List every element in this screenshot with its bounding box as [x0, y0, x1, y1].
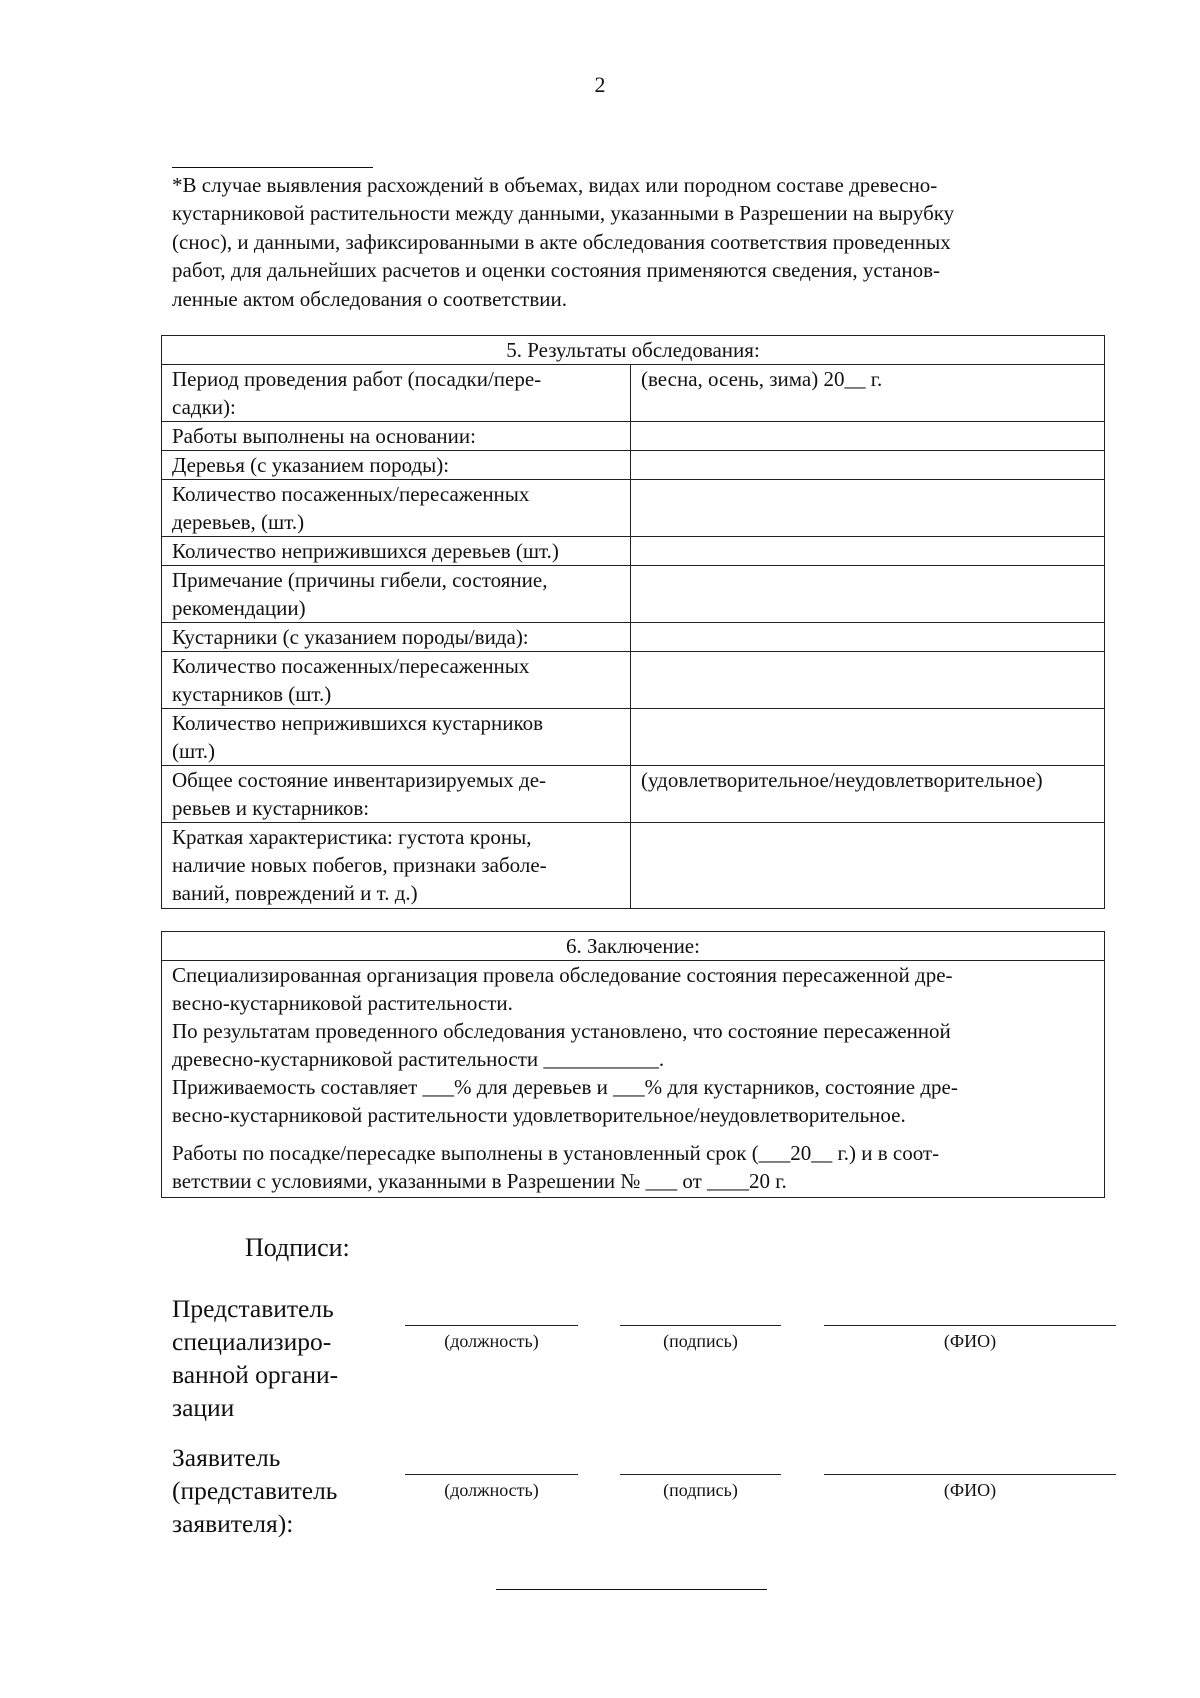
signatory-org-label: Представитель специализиро- ванной органи- зации — [172, 1294, 339, 1422]
full-name-line — [824, 1474, 1116, 1475]
position-caption: (должность) — [444, 1480, 539, 1500]
row-value — [631, 709, 1105, 766]
table-row — [162, 766, 1105, 823]
row-label: Кустарники (с указанием породы/вида): — [162, 623, 631, 652]
row-value: (удовлетворительное/неудовлетворительное) — [631, 766, 1105, 823]
table-row — [162, 623, 1105, 652]
footnote: *В случае выявления расхождений в объемах, видах или породном составе древесно- кустарниковой растительности между данными, указанными в Разрешении на вырубку (снос), и данными, зафиксированными в акте обследования соответствия проведенных работ, для дальнейших расчетов и оценки состояния применяются сведения, установ- ленные актом обследования о соответствии. — [172, 173, 955, 311]
row-label: Количество неприжившихся кустарников (шт.) — [162, 709, 631, 766]
table-row — [162, 566, 1105, 623]
signature-line — [620, 1325, 781, 1326]
row-value — [631, 623, 1105, 652]
row-label: Количество неприжившихся деревьев (шт.) — [162, 537, 631, 566]
signature-caption: (подпись) — [663, 1331, 738, 1351]
row-label: Период проведения работ (посадки/пере- садки): — [162, 365, 631, 422]
conclusion-text: Специализированная организация провела обследование состояния пересаженной дре- весно-кустарниковой растительности. По результатам проведенного обследования установлено, что состояние пересаженной древесно-кустарниковой растительности ___________. Приживаемость составляет ___% для деревьев и ___% для кустарников, состояние дре- весно-кустарниковой растительности удовлетворительное/неудовлетворительное. — [172, 963, 958, 1127]
table-row — [162, 537, 1105, 566]
footnote-separator — [172, 167, 373, 168]
row-label: Примечание (причины гибели, состояние, рекомендации) — [162, 566, 631, 623]
row-value: (весна, осень, зима) 20__ г. — [631, 365, 1105, 422]
table-row — [162, 365, 1105, 422]
row-label: Количество посаженных/пересаженных кустарников (шт.) — [162, 652, 631, 709]
row-value — [631, 451, 1105, 480]
conclusion-deadline-text: Работы по посадке/пересадке выполнены в установленный срок (___20__ г.) и в соот- ветствии с условиями, указанными в Разрешении № ___ от ____20 г. — [172, 1141, 940, 1193]
signature-caption: (подпись) — [663, 1480, 738, 1500]
results-table — [161, 335, 1105, 909]
conclusion-title: 6. Заключение: — [162, 932, 1105, 961]
position-line — [405, 1474, 578, 1475]
position-line — [405, 1325, 578, 1326]
table-row — [162, 451, 1105, 480]
position-caption: (должность) — [444, 1331, 539, 1351]
results-title: 5. Результаты обследования: — [162, 336, 1105, 365]
table-row — [162, 652, 1105, 709]
full-name-caption: (ФИО) — [943, 1480, 997, 1500]
row-value — [631, 566, 1105, 623]
table-row — [162, 823, 1105, 909]
row-value — [631, 823, 1105, 909]
signatory-applicant-label: Заявитель (представитель заявителя): — [172, 1443, 338, 1538]
row-label: Общее состояние инвентаризируемых де- ревьев и кустарников: — [162, 766, 631, 823]
signature-line — [620, 1474, 781, 1475]
table-row — [162, 709, 1105, 766]
full-name-caption: (ФИО) — [943, 1331, 997, 1351]
row-value — [631, 480, 1105, 537]
table-row — [162, 480, 1105, 537]
row-label: Работы выполнены на основании: — [162, 422, 631, 451]
end-separator — [496, 1589, 767, 1590]
row-label: Краткая характеристика: густота кроны, наличие новых побегов, признаки заболе- ваний, повреждений и т. д.) — [162, 823, 631, 909]
conclusion-table — [161, 931, 1105, 1198]
row-value — [631, 537, 1105, 566]
row-label: Количество посаженных/пересаженных деревьев, (шт.) — [162, 480, 631, 537]
row-value — [631, 652, 1105, 709]
signatures-title: Подписи: — [245, 1233, 350, 1262]
row-value — [631, 422, 1105, 451]
full-name-line — [824, 1325, 1116, 1326]
page-number: 2 — [594, 72, 606, 97]
table-row — [162, 422, 1105, 451]
row-label: Деревья (с указанием породы): — [162, 451, 631, 480]
